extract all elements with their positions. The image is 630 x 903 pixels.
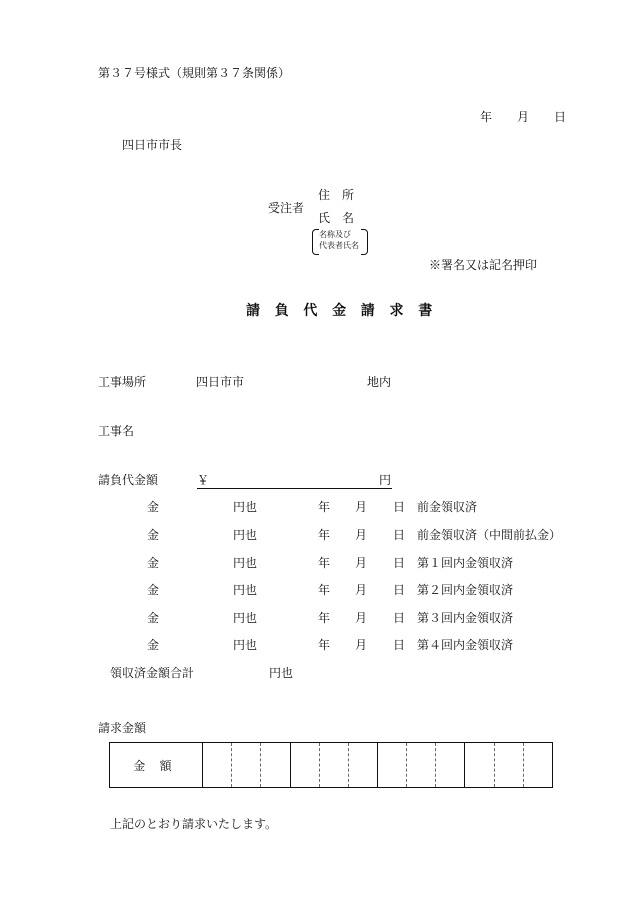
received-kin: 金 — [147, 638, 160, 652]
amount-digit-cell — [319, 743, 348, 788]
yen-mark: ￥ — [197, 473, 210, 487]
received-enya: 円也 — [233, 556, 258, 570]
received-month: 月 — [355, 528, 368, 542]
received-total-unit: 円也 — [269, 666, 294, 680]
received-enya: 円也 — [233, 583, 258, 597]
bracket-left — [312, 229, 319, 255]
received-month: 月 — [355, 556, 368, 570]
name-label: 氏 名 — [318, 211, 355, 225]
site-city: 四日市市 — [196, 375, 245, 389]
received-year: 年 — [318, 611, 331, 625]
document-title: 請負代金請求書 — [246, 303, 447, 319]
bracket-right — [361, 229, 368, 255]
amount-digit-cell — [348, 743, 377, 788]
received-enya: 円也 — [233, 638, 258, 652]
amount-digit-cell — [407, 743, 436, 788]
received-kin: 金 — [147, 611, 160, 625]
date-day: 日 — [554, 110, 567, 124]
closing-statement: 上記のとおり請求いたします。 — [110, 817, 278, 831]
address-label: 住 所 — [318, 188, 355, 202]
contract-amount-unit: 円 — [379, 473, 392, 487]
amount-digit-cell — [523, 743, 552, 788]
site-suffix: 地内 — [367, 375, 392, 389]
received-day: 日 — [393, 500, 406, 514]
contractor-label: 受注者 — [268, 201, 305, 215]
form-number: 第３７号様式（規則第３７条関係） — [98, 66, 291, 80]
received-day: 日 — [393, 556, 406, 570]
received-day: 日 — [393, 638, 406, 652]
received-desc: 前金領収済 — [417, 500, 478, 514]
contract-amount-underline — [197, 488, 392, 489]
received-year: 年 — [318, 583, 331, 597]
received-month: 月 — [355, 638, 368, 652]
received-day: 日 — [393, 528, 406, 542]
received-day: 日 — [393, 583, 406, 597]
name-note-line2: 代表者氏名 — [319, 241, 359, 250]
received-enya: 円也 — [233, 611, 258, 625]
amount-digit-cell — [290, 743, 319, 788]
amount-digit-cell — [436, 743, 465, 788]
received-desc: 第４回内金領収済 — [417, 638, 514, 652]
received-desc: 前金領収済（中間前払金） — [417, 528, 562, 542]
amount-digit-cell — [494, 743, 523, 788]
received-year: 年 — [318, 556, 331, 570]
received-kin: 金 — [147, 528, 160, 542]
date-year: 年 — [480, 110, 493, 124]
received-month: 月 — [355, 611, 368, 625]
received-kin: 金 — [147, 500, 160, 514]
received-year: 年 — [318, 500, 331, 514]
received-enya: 円也 — [233, 500, 258, 514]
received-year: 年 — [318, 638, 331, 652]
amount-digit-cell — [378, 743, 407, 788]
amount-grid-header: 金額 — [110, 743, 203, 788]
received-month: 月 — [355, 500, 368, 514]
work-name-label: 工事名 — [98, 424, 135, 438]
site-label: 工事場所 — [98, 375, 147, 389]
amount-digit-cell — [465, 743, 494, 788]
name-note-line1: 名称及び — [319, 230, 351, 239]
received-enya: 円也 — [233, 528, 258, 542]
received-day: 日 — [393, 611, 406, 625]
seal-note: ※署名又は記名押印 — [429, 258, 538, 272]
contract-amount-label: 請負代金額 — [98, 473, 159, 487]
received-desc: 第１回内金領収済 — [417, 556, 514, 570]
amount-digit-cell — [261, 743, 290, 788]
request-amount-label: 請求金額 — [98, 721, 147, 735]
amount-digit-cell — [232, 743, 261, 788]
received-desc: 第２回内金領収済 — [417, 583, 514, 597]
date-month: 月 — [517, 110, 530, 124]
received-month: 月 — [355, 583, 368, 597]
received-total-label: 領収済金額合計 — [110, 666, 195, 680]
received-desc: 第３回内金領収済 — [417, 611, 514, 625]
received-kin: 金 — [147, 583, 160, 597]
amount-digit-cell — [203, 743, 232, 788]
addressee: 四日市市長 — [122, 138, 183, 152]
received-kin: 金 — [147, 556, 160, 570]
received-year: 年 — [318, 528, 331, 542]
amount-grid — [109, 742, 553, 788]
